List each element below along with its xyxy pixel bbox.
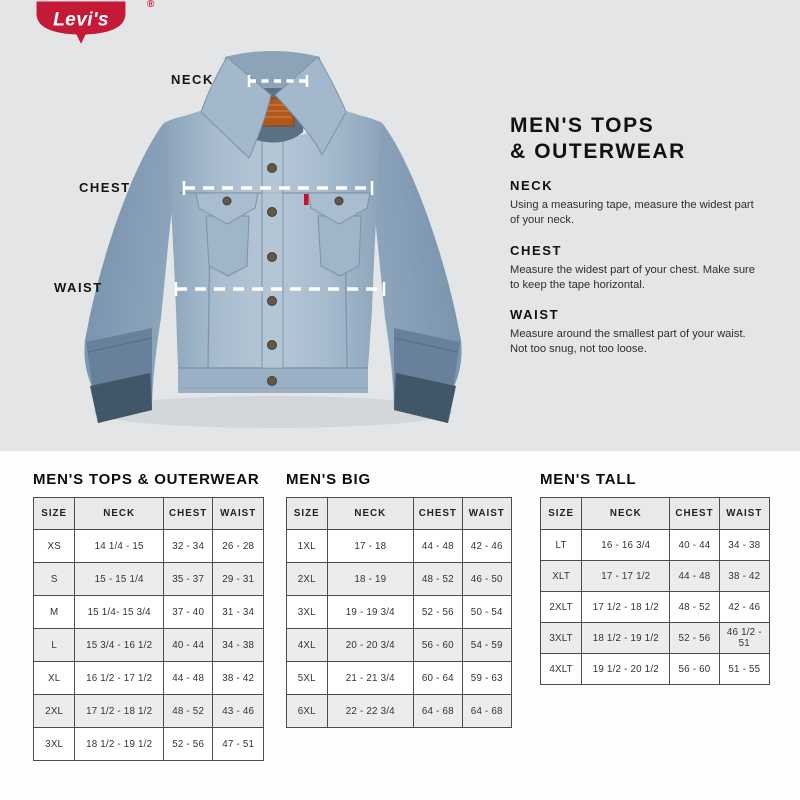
range-cell: 15 - 15 1/4	[75, 563, 164, 596]
guide-title-line1: MEN'S TOPS	[510, 114, 655, 137]
range-cell: 16 1/2 - 17 1/2	[75, 662, 164, 695]
size-cell: 4XL	[287, 629, 328, 662]
table-row	[541, 623, 770, 654]
range-cell: 42 - 46	[719, 592, 769, 623]
table-row	[287, 662, 512, 695]
column-header: CHEST	[163, 498, 212, 530]
column-header: SIZE	[287, 498, 328, 530]
table-row	[541, 561, 770, 592]
logo-text: Levi's	[53, 9, 109, 31]
size-tables-section	[0, 451, 800, 800]
guide-neck-heading: NECK	[510, 178, 554, 194]
range-cell: 18 1/2 - 19 1/2	[75, 728, 164, 761]
size-table-tall	[540, 497, 770, 685]
range-cell: 17 1/2 - 18 1/2	[582, 592, 670, 623]
column-header: SIZE	[541, 498, 582, 530]
range-cell: 40 - 44	[670, 530, 719, 561]
range-cell: 46 1/2 - 51	[719, 623, 769, 654]
range-cell: 26 - 28	[213, 530, 264, 563]
size-cell: 2XL	[34, 695, 75, 728]
range-cell: 56 - 60	[670, 654, 719, 685]
column-header: NECK	[327, 498, 414, 530]
column-header: CHEST	[670, 498, 719, 530]
size-cell: 4XLT	[541, 654, 582, 685]
neck-diagram-label: NECK	[171, 72, 214, 87]
range-cell: 35 - 37	[163, 563, 212, 596]
range-cell: 59 - 63	[462, 662, 512, 695]
range-cell: 54 - 59	[462, 629, 512, 662]
guide-section-neck	[510, 178, 776, 228]
range-cell: 19 - 19 3/4	[327, 596, 414, 629]
range-cell: 44 - 48	[414, 530, 462, 563]
size-cell: 3XLT	[541, 623, 582, 654]
range-cell: 42 - 46	[462, 530, 512, 563]
table-block-tall	[540, 471, 770, 685]
guide-chest-body: Measure the widest part of your chest. Make sure to keep the tape horizontal.	[510, 263, 755, 291]
range-cell: 52 - 56	[414, 596, 462, 629]
table-row	[287, 629, 512, 662]
range-cell: 52 - 56	[670, 623, 719, 654]
range-cell: 38 - 42	[213, 662, 264, 695]
range-cell: 47 - 51	[213, 728, 264, 761]
header-row	[34, 498, 264, 530]
table-row	[34, 629, 264, 662]
size-cell: XLT	[541, 561, 582, 592]
header-row	[287, 498, 512, 530]
size-cell: 1XL	[287, 530, 328, 563]
size-cell: 6XL	[287, 695, 328, 728]
measuring-guide	[510, 113, 776, 372]
range-cell: 16 - 16 3/4	[582, 530, 670, 561]
range-cell: 17 - 18	[327, 530, 414, 563]
range-cell: 50 - 54	[462, 596, 512, 629]
range-cell: 17 - 17 1/2	[582, 561, 670, 592]
range-cell: 34 - 38	[213, 629, 264, 662]
table-row	[34, 695, 264, 728]
range-cell: 20 - 20 3/4	[327, 629, 414, 662]
size-cell: XL	[34, 662, 75, 695]
header-row	[541, 498, 770, 530]
range-cell: 48 - 52	[163, 695, 212, 728]
range-cell: 14 1/4 - 15	[75, 530, 164, 563]
red-tab	[304, 194, 309, 205]
range-cell: 48 - 52	[670, 592, 719, 623]
table-row	[287, 530, 512, 563]
table-block-tops-outerwear	[33, 471, 264, 761]
table-title: MEN'S TALL	[540, 471, 637, 488]
size-cell: 2XL	[287, 563, 328, 596]
table-row	[541, 654, 770, 685]
column-header: NECK	[75, 498, 164, 530]
registered-trademark: ®	[147, 0, 155, 10]
range-cell: 64 - 68	[462, 695, 512, 728]
levis-logo	[35, 0, 155, 48]
size-cell: 3XL	[34, 728, 75, 761]
size-cell: 3XL	[287, 596, 328, 629]
table-row	[34, 530, 264, 563]
column-header: SIZE	[34, 498, 75, 530]
table-row	[287, 695, 512, 728]
table-row	[34, 596, 264, 629]
table-row	[287, 596, 512, 629]
range-cell: 34 - 38	[719, 530, 769, 561]
table-block-big	[286, 471, 512, 728]
table-title: MEN'S TOPS & OUTERWEAR	[33, 471, 260, 488]
table-row	[34, 728, 264, 761]
table-row	[34, 563, 264, 596]
size-cell: 5XL	[287, 662, 328, 695]
size-cell: M	[34, 596, 75, 629]
guide-chest-heading: CHEST	[510, 242, 563, 258]
size-cell: LT	[541, 530, 582, 561]
size-table-big	[286, 497, 512, 728]
table-row	[541, 530, 770, 561]
column-header: NECK	[582, 498, 670, 530]
range-cell: 46 - 50	[462, 563, 512, 596]
range-cell: 17 1/2 - 18 1/2	[75, 695, 164, 728]
table-row	[287, 563, 512, 596]
range-cell: 37 - 40	[163, 596, 212, 629]
guide-section-waist	[510, 307, 776, 357]
size-cell: 2XLT	[541, 592, 582, 623]
range-cell: 44 - 48	[670, 561, 719, 592]
guide-section-chest	[510, 243, 776, 293]
guide-title	[510, 113, 776, 164]
size-cell: S	[34, 563, 75, 596]
column-header: WAIST	[719, 498, 769, 530]
table-title: MEN'S BIG	[286, 471, 371, 488]
range-cell: 15 1/4- 15 3/4	[75, 596, 164, 629]
range-cell: 60 - 64	[414, 662, 462, 695]
range-cell: 43 - 46	[213, 695, 264, 728]
column-header: CHEST	[414, 498, 462, 530]
range-cell: 64 - 68	[414, 695, 462, 728]
range-cell: 32 - 34	[163, 530, 212, 563]
range-cell: 22 - 22 3/4	[327, 695, 414, 728]
table-row	[34, 662, 264, 695]
table-row	[541, 592, 770, 623]
range-cell: 19 1/2 - 20 1/2	[582, 654, 670, 685]
range-cell: 38 - 42	[719, 561, 769, 592]
guide-title-line2: & OUTERWEAR	[510, 139, 686, 163]
range-cell: 31 - 34	[213, 596, 264, 629]
guide-waist-heading: WAIST	[510, 307, 560, 323]
column-header: WAIST	[213, 498, 264, 530]
range-cell: 48 - 52	[414, 563, 462, 596]
guide-waist-body: Measure around the smallest part of your waist. Not too snug, not too loose.	[510, 328, 746, 356]
range-cell: 40 - 44	[163, 629, 212, 662]
size-table-tops-outerwear	[33, 497, 264, 761]
range-cell: 21 - 21 3/4	[327, 662, 414, 695]
range-cell: 18 1/2 - 19 1/2	[582, 623, 670, 654]
waist-diagram-label: WAIST	[54, 280, 103, 295]
range-cell: 56 - 60	[414, 629, 462, 662]
range-cell: 52 - 56	[163, 728, 212, 761]
range-cell: 18 - 19	[327, 563, 414, 596]
guide-neck-body: Using a measuring tape, measure the widest part of your neck.	[510, 199, 754, 226]
chest-diagram-label: CHEST	[79, 180, 131, 195]
range-cell: 51 - 55	[719, 654, 769, 685]
range-cell: 15 3/4 - 16 1/2	[75, 629, 164, 662]
range-cell: 29 - 31	[213, 563, 264, 596]
size-cell: L	[34, 629, 75, 662]
column-header: WAIST	[462, 498, 512, 530]
size-cell: XS	[34, 530, 75, 563]
range-cell: 44 - 48	[163, 662, 212, 695]
